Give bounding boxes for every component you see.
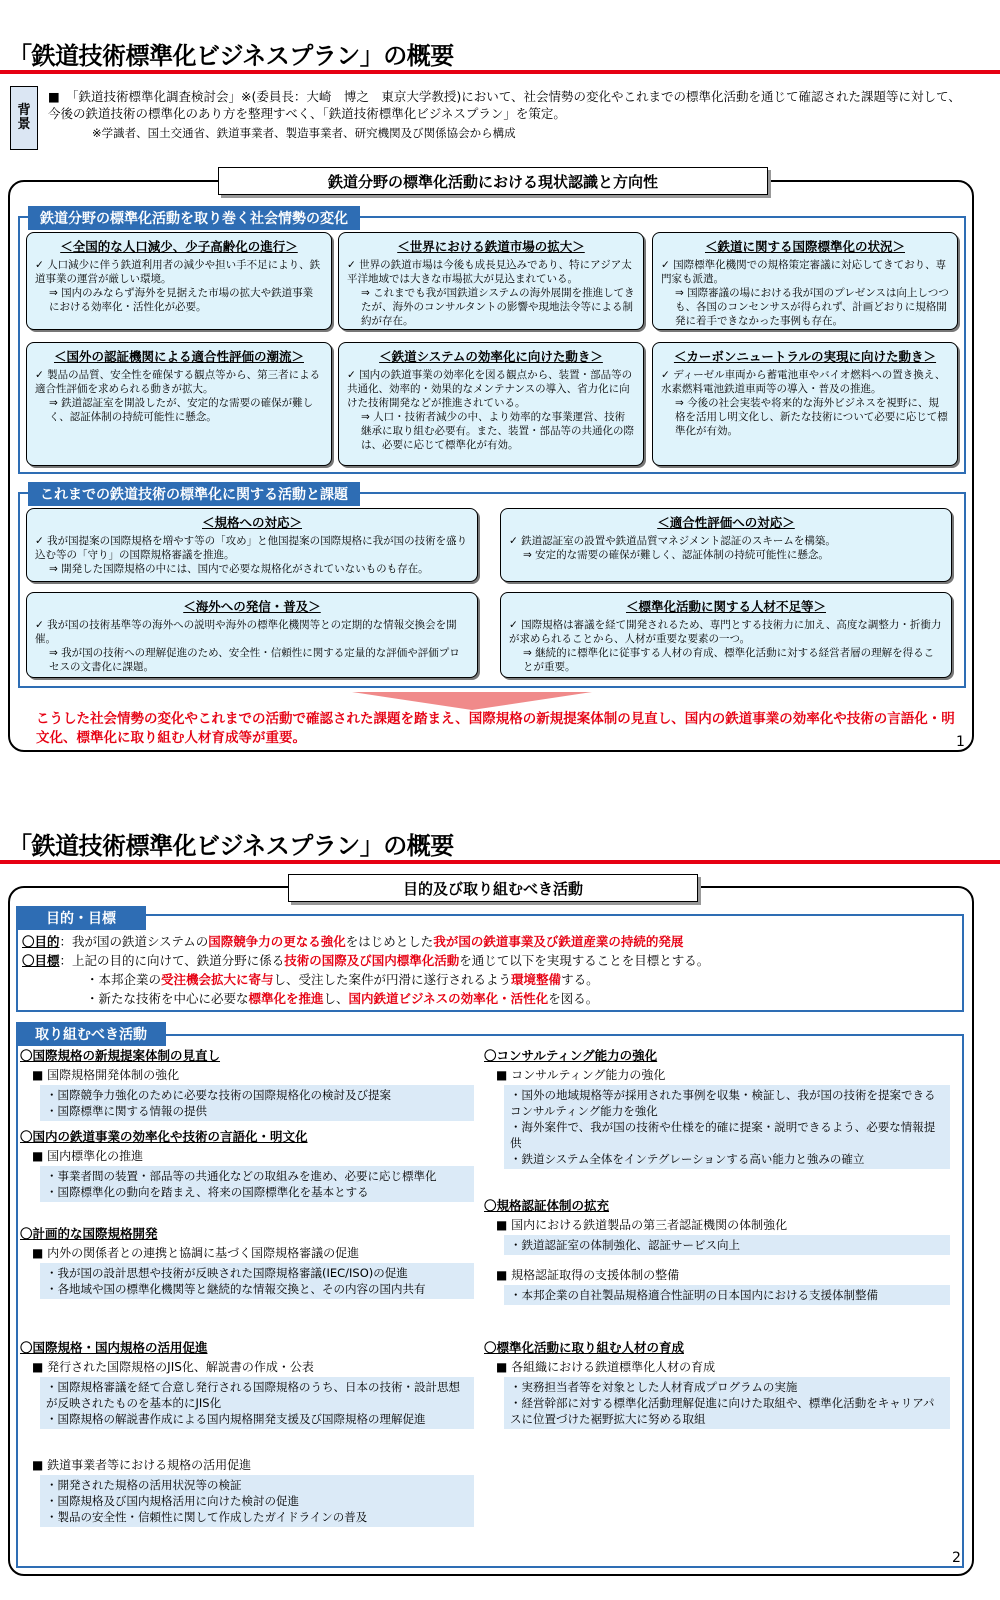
activity-item: ・国際標準化の動向を踏まえ、将来の国際標準化を基本とする xyxy=(46,1185,369,1199)
sec1-label: 鉄道分野の標準化活動を取り巻く社会情勢の変化 xyxy=(28,206,360,230)
card-body xyxy=(509,534,943,562)
activity-subheading: ■ 各組織における鉄道標準化人材の育成 xyxy=(496,1360,716,1374)
card-subline: ⇒ これまでも我が国鉄道システムの海外展開を推進してきたが、海外のコンサルタントの影響や現地法令等による制約が存在。 xyxy=(361,287,635,327)
activity-items xyxy=(40,1263,474,1299)
page1-frame-title: 鉄道分野の標準化活動における現状認識と方向性 xyxy=(218,167,768,195)
sec2-card xyxy=(26,592,478,678)
card-line: ✓ 人口減少に伴う鉄道利用者の減少や担い手不足により、鉄道事業の運営が厳しい環境。 xyxy=(35,259,321,285)
activity-items xyxy=(504,1285,950,1305)
activity-subheading: ■ 国内における鉄道製品の第三者認証機関の体制強化 xyxy=(496,1218,788,1232)
goal-text-a: ：上記の目的に向けて、鉄道分野に係る xyxy=(59,953,285,968)
card-title: ＜カーボンニュートラルの実現に向けた動き＞ xyxy=(673,349,937,364)
sec1-card xyxy=(26,342,332,466)
activity-group xyxy=(20,1127,474,1202)
activity-items xyxy=(504,1377,950,1429)
activity-items xyxy=(40,1377,474,1429)
sec2-card xyxy=(26,508,478,582)
activity-group xyxy=(484,1264,950,1305)
purpose-line xyxy=(22,932,952,951)
card-title: ＜鉄道システムの効率化に向けた動き＞ xyxy=(379,349,603,364)
activity-item: ・国外の地域規格等が採用された事例を収集・検証し、我が国の技術を提案できるコンサルティング能力を強化 xyxy=(510,1088,936,1118)
activity-heading: 〇標準化活動に取り組む人材の育成 xyxy=(484,1340,685,1355)
purpose-text-d: 我が国の鉄道事業及び鉄道産業の持続的発展 xyxy=(433,934,684,949)
sec2-label: これまでの鉄道技術の標準化に関する活動と課題 xyxy=(28,482,360,506)
sec2-card xyxy=(500,592,952,678)
activity-item: ・経営幹部に対する標準化活動理解促進に向けた取組や、標準化活動をキャリアパスに位置づけた裾野拡大に努める取組 xyxy=(510,1396,935,1426)
card-line: ✓ 製品の品質、安全性を確保する観点等から、第三者による適合性評価を求められる動きが拡大。 xyxy=(35,369,321,395)
activity-group xyxy=(20,1454,474,1527)
activity-item: ・国際規格及び国内規格活用に向けた検討の促進 xyxy=(46,1494,299,1508)
card-subline: ⇒ 国内のみならず海外を見据えた市場の拡大や鉄道事業における効率化・活性化が必要。 xyxy=(49,287,314,313)
card-subline: ⇒ 継続的に標準化に従事する人材の育成、標準化活動に対する経営者層の理解を得ることが重要。 xyxy=(523,647,935,673)
activity-item: ・製品の安全性・信頼性に関して作成したガイドラインの普及 xyxy=(46,1510,368,1524)
page-number: 1 xyxy=(956,734,965,750)
activities-label: 取り組むべき活動 xyxy=(16,1022,166,1046)
activity-item: ・実務担当者等を対象とした人材育成プログラムの実施 xyxy=(510,1380,798,1394)
activity-item: ・鉄道認証室の体制強化、認証サービス向上 xyxy=(510,1238,740,1252)
background-tag: 背 景 xyxy=(10,86,38,150)
card-line: ✓ ディーゼル車両から蓄電池車やバイオ燃料への置き換え、水素燃料電池鉄道車両等の導入・普及の推進。 xyxy=(661,369,946,395)
card-subline: ⇒ 人口・技術者減少の中、より効率的な事業運営、技術継承に取り組む必要有。また、装置・部品等の共通化の際は、必要に応じて標準化が有効。 xyxy=(361,411,634,451)
background-text: ■ 「鉄道技術標準化調査検討会」※(委員長：大崎 博之 東京大学教授)において、社会情勢の変化やこれまでの標準化活動を通じて確認された課題等に対して、今後の鉄道技術の標準化のあり方を整理すべく、「鉄道技術標準化ビジネスプラン」を策定。 xyxy=(48,89,961,121)
activity-item: ・事業者間の装置・部品等の共通化などの取組みを進め、必要に応じ標準化 xyxy=(46,1169,437,1183)
card-body xyxy=(509,618,943,674)
activity-item: ・国際規格の解説書作成による国内規格開発支援及び国際規格の理解促進 xyxy=(46,1412,426,1426)
activity-item: ・国際標準に関する情報の提供 xyxy=(46,1104,207,1118)
goal-sub2-a: ・新たな技術を中心に必要な xyxy=(86,991,249,1006)
card-body xyxy=(347,258,635,328)
activity-heading: 〇国際規格の新規提案体制の見直し xyxy=(20,1048,221,1063)
card-body xyxy=(35,618,469,674)
activity-item: ・開発された規格の活用状況等の検証 xyxy=(46,1478,242,1492)
card-body xyxy=(35,368,323,424)
activity-items xyxy=(40,1475,474,1527)
card-body xyxy=(661,258,949,328)
purpose-label: 〇目的 xyxy=(22,934,60,949)
activity-item: ・鉄道システム全体をインテグレーションする高い能力と強みの確立 xyxy=(510,1152,865,1166)
card-subline: ⇒ 我が国の技術への理解促進のため、安全性・信頼性に関する定量的な評価や評価プロセスの文書化に課題。 xyxy=(49,647,460,673)
card-title: ＜鉄道に関する国際標準化の状況＞ xyxy=(704,239,905,254)
goal-sub2-e: を図る。 xyxy=(548,991,599,1006)
activity-items xyxy=(40,1166,474,1202)
sec1-card xyxy=(338,342,644,466)
activity-subheading: ■ 規格認証取得の支援体制の整備 xyxy=(496,1268,680,1282)
card-body xyxy=(35,534,469,576)
card-line: ✓ 鉄道認証室の設置や鉄道品質マネジメント認証のスキームを構築。 xyxy=(509,535,836,547)
activity-items xyxy=(40,1085,474,1121)
goal-sub1-e: する。 xyxy=(561,972,599,987)
card-line: ✓ 我が国の技術基準等の海外への説明や海外の標準化機関等との定期的な情報交換会を開催。 xyxy=(35,619,457,645)
goal-text-c: を通じて以下を実現することを目標とする。 xyxy=(459,953,710,968)
background-note: ※学識者、国土交通省、鉄道事業者、製造事業者、研究機関及び関係協会から構成 xyxy=(92,126,516,140)
activity-heading: 〇国内の鉄道事業の効率化や技術の言語化・明文化 xyxy=(20,1129,308,1144)
activity-heading: 〇計画的な国際規格開発 xyxy=(20,1226,158,1241)
card-title: ＜標準化活動に関する人材不足等＞ xyxy=(625,599,826,614)
activity-subheading: ■ 国内標準化の推進 xyxy=(32,1149,144,1163)
page2-title: 「鉄道技術標準化ビジネスプラン」の概要 xyxy=(8,832,454,860)
sec1-card xyxy=(652,342,958,466)
card-line: ✓ 我が国提案の国際規格を増やす等の「攻め」と他国提案の国際規格に我が国の技術を盛り込む等の「守り」の国際規格審議を推進。 xyxy=(35,535,468,561)
activity-item: ・国際規格審議を経て合意し発行される国際規格のうち、日本の技術・設計思想が反映されたものを基本的にJIS化 xyxy=(46,1380,460,1410)
activity-heading: 〇コンサルティング能力の強化 xyxy=(484,1048,658,1063)
purpose-text-a: ：我が国の鉄道システムの xyxy=(59,934,209,949)
sec1-card xyxy=(26,232,332,330)
card-subline: ⇒ 開発した国際規格の中には、国内で必要な規格化がされていないものも存在。 xyxy=(49,563,429,575)
card-line: ✓ 国際標準化機関での規格策定審議に対応してきており、専門家も派遣。 xyxy=(661,259,947,285)
activity-group xyxy=(20,1224,474,1299)
activity-items xyxy=(504,1085,950,1169)
card-subline: ⇒ 安定的な需要の確保が難しく、認証体制の持続可能性に懸念。 xyxy=(523,549,829,561)
goal-sub1-d: 環境整備 xyxy=(511,972,562,987)
goal-sub1-b: 受注機会拡大に寄与 xyxy=(161,972,274,987)
goal-label: 〇目標 xyxy=(22,953,60,968)
card-title: ＜全国的な人口減少、少子高齢化の進行＞ xyxy=(60,239,298,254)
activity-heading: 〇規格認証体制の拡充 xyxy=(484,1198,610,1213)
activity-subheading: ■ 鉄道事業者等における規格の活用促進 xyxy=(32,1458,252,1472)
page2-frame-title: 目的及び取り組むべき活動 xyxy=(288,874,698,902)
activity-group xyxy=(20,1338,474,1429)
activity-subheading: ■ 内外の関係者との連携と協調に基づく国際規格審議の促進 xyxy=(32,1246,360,1260)
card-title: ＜適合性評価への対応＞ xyxy=(657,515,795,530)
card-body xyxy=(347,368,635,452)
activity-item: ・本邦企業の自社製品規格適合性証明の日本国内における支援体制整備 xyxy=(510,1288,878,1302)
target-label: 目的・目標 xyxy=(16,906,146,930)
activity-subheading: ■ 国際規格開発体制の強化 xyxy=(32,1068,180,1082)
activity-subheading: ■ コンサルティング能力の強化 xyxy=(496,1068,666,1082)
card-title: ＜規格への対応＞ xyxy=(201,515,302,530)
purpose-text-b: 国際競争力の更なる強化 xyxy=(208,934,346,949)
activity-group xyxy=(484,1338,950,1429)
card-subline: ⇒ 国際審議の場における我が国のプレゼンスは向上しつつも、各国のコンセンサスが得られず、計画どおりに規格開発に着手できなかった事例も存在。 xyxy=(675,287,949,327)
card-title: ＜海外への発信・普及＞ xyxy=(183,599,321,614)
activity-group xyxy=(484,1046,950,1169)
goal-sub1-a: ・本邦企業の xyxy=(86,972,162,987)
activity-subheading: ■ 発行された国際規格のJIS化、解説書の作成・公表 xyxy=(32,1360,314,1374)
card-body xyxy=(35,258,323,314)
activity-item: ・海外案件で、我が国の技術や仕様を的確に提案・説明できるよう、必要な情報提供 xyxy=(510,1120,936,1150)
activity-group xyxy=(20,1046,474,1121)
sec1-card xyxy=(338,232,644,330)
card-subline: ⇒ 今後の社会実装や将来的な海外ビジネスを視野に、規格を活用し明文化し、新たな技術について必要に応じて標準化が有効。 xyxy=(675,397,948,437)
card-title: ＜世界における鉄道市場の拡大＞ xyxy=(397,239,585,254)
goal-sub1 xyxy=(86,970,956,989)
page1-title: 「鉄道技術標準化ビジネスプラン」の概要 xyxy=(8,42,454,70)
card-title: ＜国外の認証機関による適合性評価の潮流＞ xyxy=(53,349,304,364)
goal-sub1-c: し、受注した案件が円滑に遂行されるよう xyxy=(273,972,512,987)
activity-items xyxy=(504,1235,950,1255)
activity-item: ・国際競争力強化のために必要な技術の国際規格化の検討及び提案 xyxy=(46,1088,391,1102)
card-line: ✓ 国内の鉄道事業の効率化を図る観点から、装置・部品等の共通化、効率的・効果的なメンテナンスの導入、省力化に向けた技術開発などが推進されている。 xyxy=(347,369,633,409)
page1-red-rule xyxy=(0,70,1000,74)
goal-line xyxy=(22,951,952,970)
activity-item: ・各地域や国の標準化機関等と継続的な情報交換と、その内容の国内共有 xyxy=(46,1282,426,1296)
card-body xyxy=(661,368,949,438)
sec2-card xyxy=(500,508,952,582)
page-number-2: 2 xyxy=(952,1550,961,1566)
goal-sub2-c: し、 xyxy=(323,991,349,1006)
conclusion-text: こうした社会情勢の変化やこれまでの活動で確認された課題を踏まえ、国際規格の新規提案体制の見直し、国内の鉄道事業の効率化や技術の言語化・明文化、標準化に取り組む人材育成等が重要。 xyxy=(36,711,955,746)
purpose-text-c: をはじめとした xyxy=(345,934,434,949)
goal-text-b: 技術の国際及び国内標準化活動 xyxy=(284,953,460,968)
card-line: ✓ 国際規格は審議を経て開発されるため、専門とする技術力に加え、高度な調整力・折衝力が求められることから、人材が重要な要素の一つ。 xyxy=(509,619,942,645)
sec1-card xyxy=(652,232,958,330)
card-subline: ⇒ 鉄道認証室を開設したが、安定的な需要の確保が難しく、認証体制の持続可能性に懸念。 xyxy=(49,397,314,423)
activity-group xyxy=(484,1196,950,1255)
goal-sub2 xyxy=(86,989,956,1008)
activity-heading: 〇国際規格・国内規格の活用促進 xyxy=(20,1340,208,1355)
goal-sub2-d: 国内鉄道ビジネスの効率化・活性化 xyxy=(348,991,549,1006)
card-line: ✓ 世界の鉄道市場は今後も成長見込みであり、特にアジア太平洋地域では大きな市場拡大が見込まれている。 xyxy=(347,259,632,285)
down-arrow-icon xyxy=(352,692,592,710)
activity-item: ・我が国の設計思想や技術が反映された国際規格審議(IEC/ISO)の促進 xyxy=(46,1266,408,1280)
goal-sub2-b: 標準化を推進 xyxy=(248,991,324,1006)
page2-red-rule xyxy=(0,860,1000,864)
